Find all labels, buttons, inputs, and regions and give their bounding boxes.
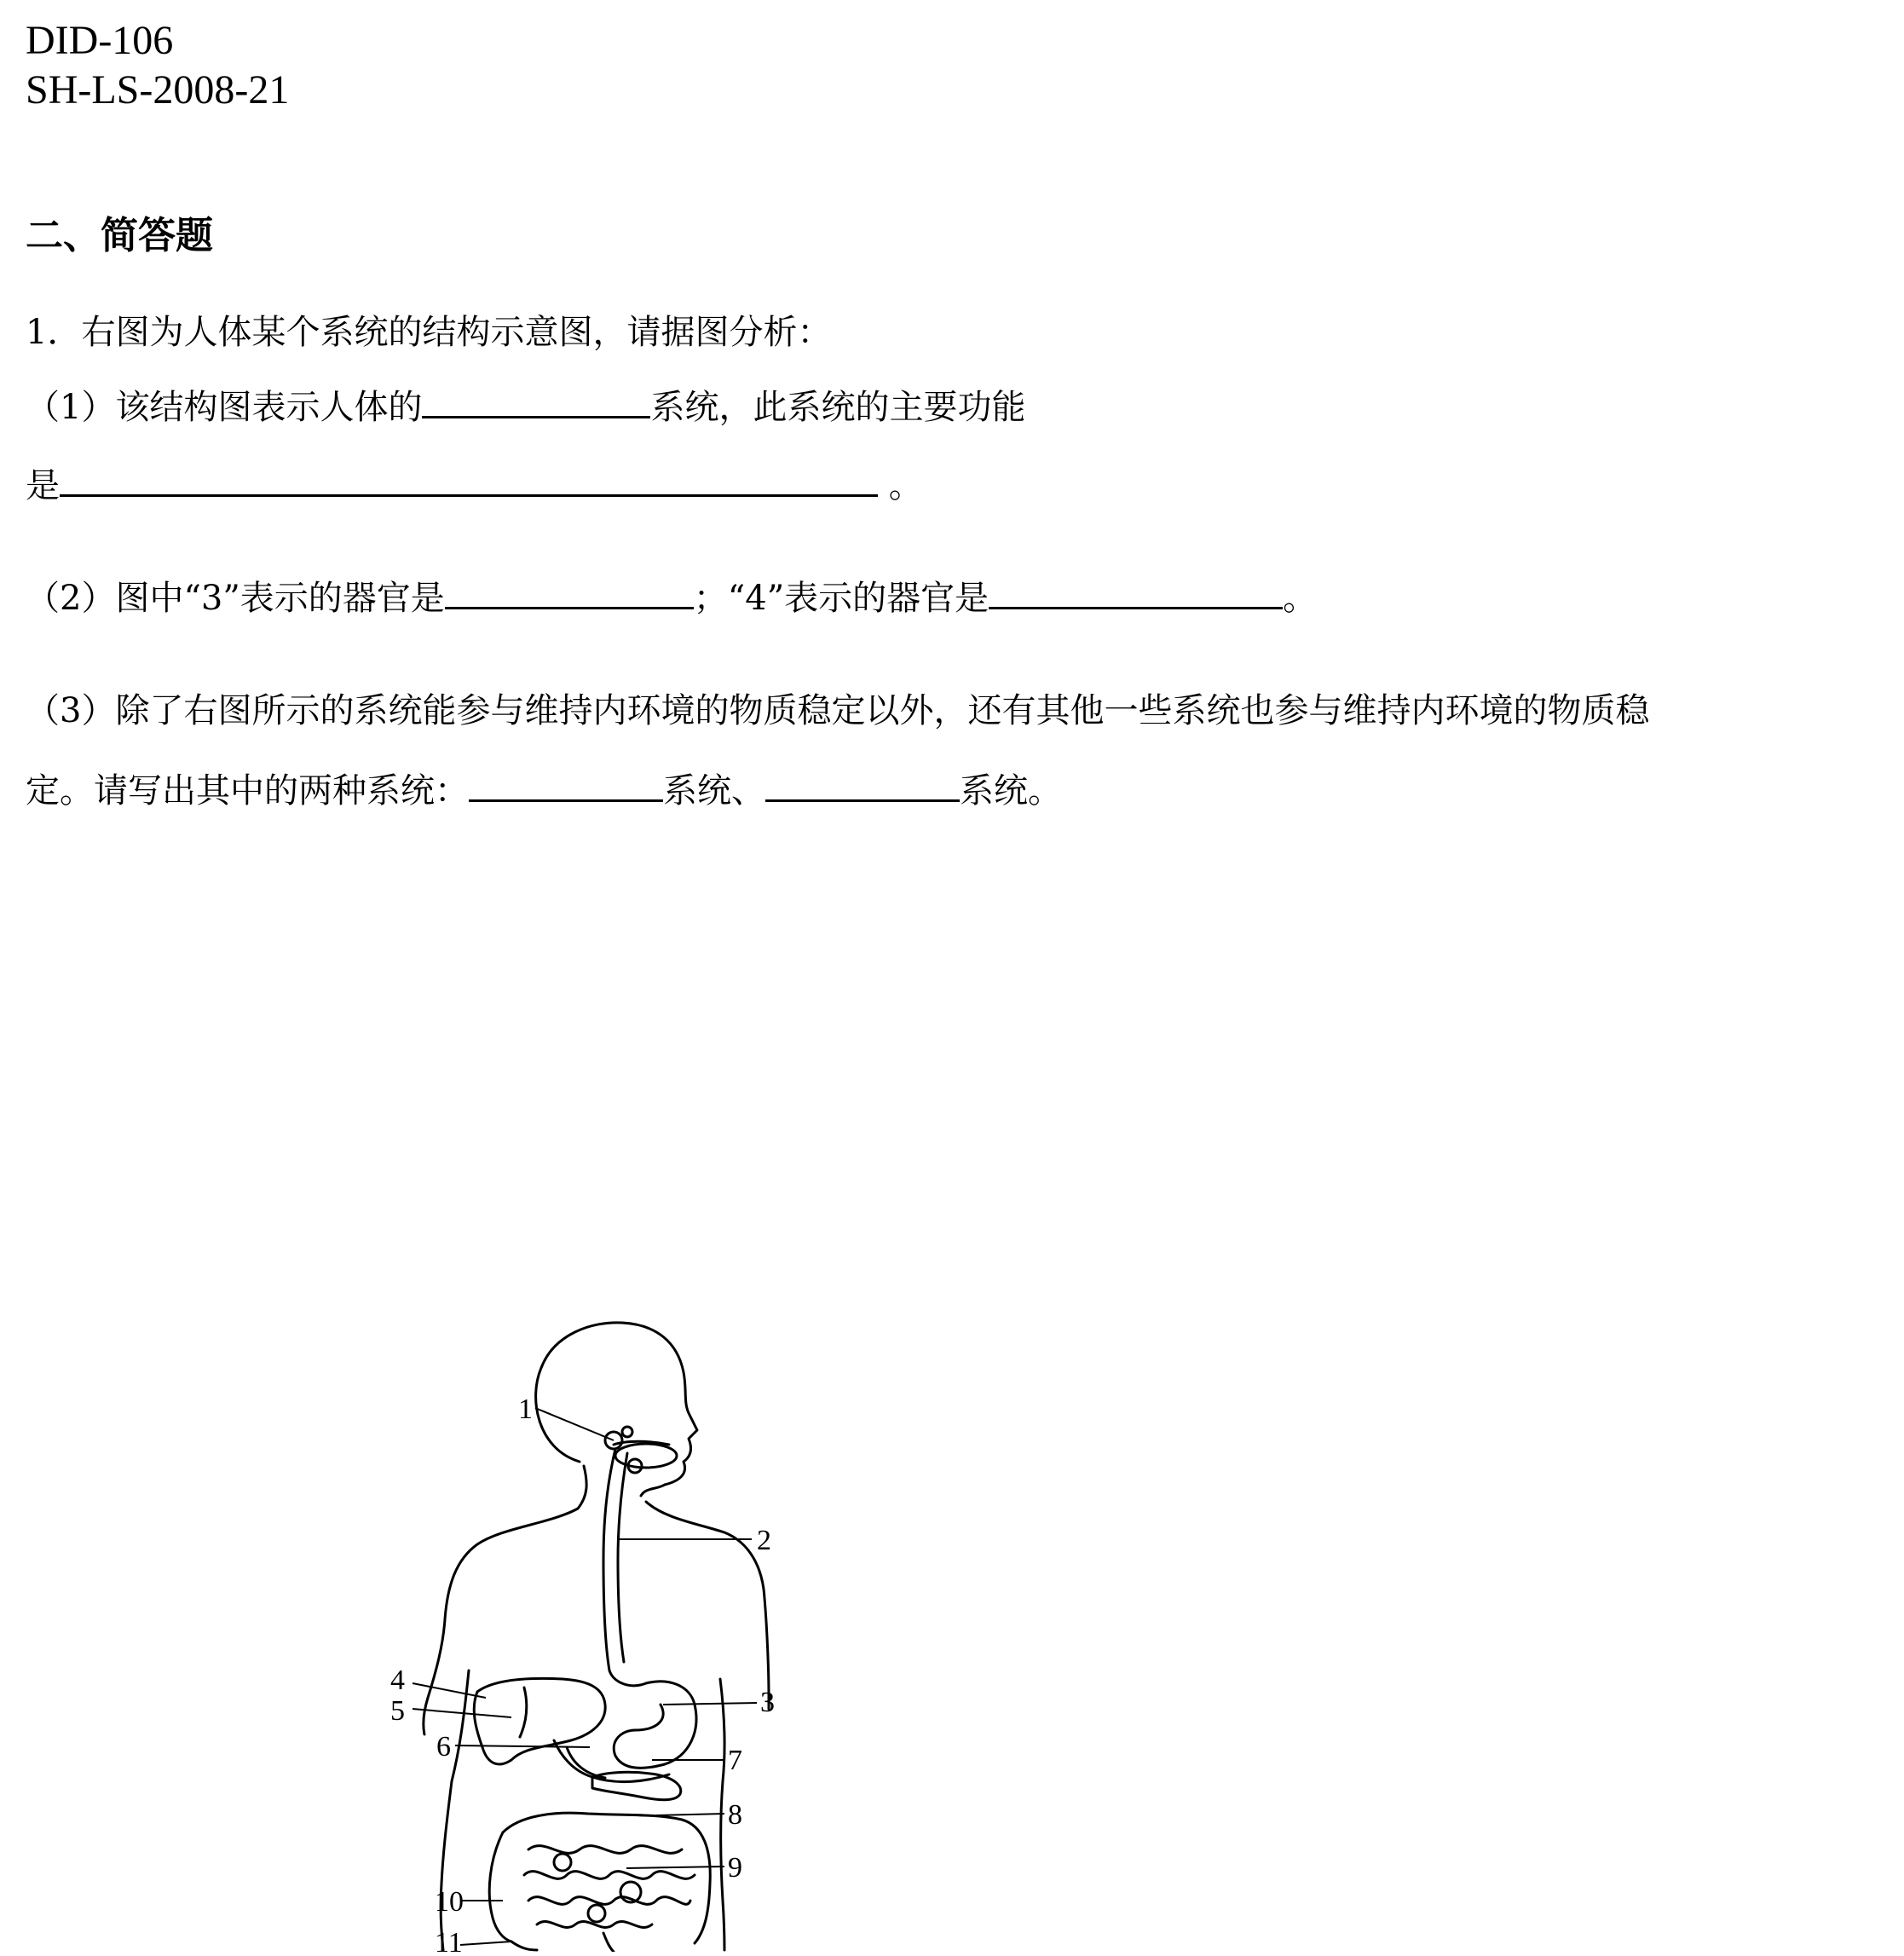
stomach (609, 1670, 696, 1768)
p1-text-c: 是 (26, 466, 60, 505)
question-part-1-line-2 (26, 460, 923, 510)
blank-organ-3[interactable] (445, 573, 694, 609)
p1-text-b: 系统，此系统的主要功能 (650, 388, 1026, 427)
figure-label-8: 8 (728, 1799, 742, 1831)
digestive-system-diagram (375, 1304, 818, 1952)
p3-text-c: 系统、 (663, 771, 765, 811)
figure-label-3: 3 (760, 1687, 775, 1718)
question-part-3-line-1: （3）除了右图所示的系统能参与维持内环境的物质稳定以外，还有其他一些系统也参与维持内环境的物质稳 (26, 691, 1650, 730)
p2-text-b: ；“4”表示的器官是 (693, 579, 990, 618)
figure-label-7: 7 (728, 1745, 742, 1776)
figure-label-10: 10 (435, 1886, 464, 1918)
question-stem: 1．右图为人体某个系统的结构示意图，请据图分析： (26, 313, 832, 352)
body-outline-left (424, 1466, 586, 1734)
blank-organ-4[interactable] (989, 573, 1283, 609)
p2-text-a: （2）图中“3”表示的器官是 (26, 579, 445, 618)
blank-system-name[interactable] (422, 382, 650, 418)
document-code-1: DID-106 (26, 18, 174, 63)
pancreas (592, 1772, 681, 1799)
figure-label-11: 11 (435, 1927, 463, 1952)
body-outline-right (646, 1502, 769, 1709)
blank-other-system-1[interactable] (469, 765, 663, 802)
digestive-system-figure (375, 1304, 818, 1952)
figure-label-5: 5 (390, 1695, 405, 1727)
figure-label-4: 4 (390, 1665, 405, 1696)
body-outline-head (536, 1323, 697, 1496)
p2-text-c: 。 (1283, 579, 1318, 618)
p1-text-d: 。 (878, 466, 923, 505)
document-code-2: SH-LS-2008-21 (26, 67, 290, 113)
blank-other-system-2[interactable] (765, 765, 960, 802)
esophagus (603, 1449, 615, 1670)
figure-label-1: 1 (518, 1393, 533, 1425)
p3-text-d: 系统。 (960, 771, 1062, 811)
p1-text-a: （1）该结构图表示人体的 (26, 388, 423, 427)
question-part-1-line-1 (26, 382, 1025, 431)
blank-system-function[interactable] (60, 460, 878, 497)
section-title: 二、简答题 (26, 214, 213, 257)
p3-text-b: 定。请写出其中的两种系统： (26, 771, 469, 811)
liver (474, 1678, 605, 1764)
figure-label-2: 2 (757, 1525, 771, 1556)
question-part-3-line-2 (26, 765, 1062, 815)
small-intestine (524, 1846, 695, 1928)
figure-label-6: 6 (436, 1731, 451, 1763)
figure-label-9: 9 (728, 1852, 742, 1884)
question-part-2 (26, 573, 1317, 622)
